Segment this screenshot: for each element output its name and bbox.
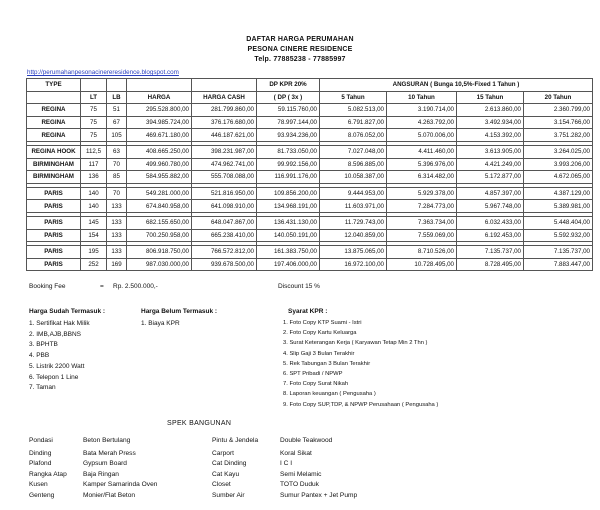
table-cell: 5.592.932,00 (524, 229, 593, 242)
table-cell: 136 (81, 171, 107, 184)
table-cell: 4.411.460,00 (387, 145, 457, 158)
list-item: 4. Slip Gaji 3 Bulan Terakhir (283, 350, 355, 357)
table-cell: 648.047.867,00 (192, 216, 257, 229)
table-cell: 4.153.392,00 (457, 129, 524, 142)
table-cell: 549.281.000,00 (127, 187, 192, 200)
table-cell: 394.985.724,00 (127, 116, 192, 129)
table-cell: REGINA (27, 104, 81, 117)
table-cell: 7.363.734,00 (387, 216, 457, 229)
spek-label: Plafond (29, 460, 52, 467)
table-cell: 75 (81, 129, 107, 142)
spek-label: Genteng (29, 492, 55, 499)
table-cell: REGINA (27, 116, 81, 129)
table-row (27, 116, 593, 129)
table-cell: 78.997.144,00 (257, 116, 320, 129)
table-cell: PARIS (27, 216, 81, 229)
spek-value: Sumur Pantex + Jet Pump (280, 492, 358, 499)
table-cell: 474.962.741,00 (192, 158, 257, 171)
table-cell: 140 (81, 200, 107, 213)
table-row (27, 229, 593, 242)
col-header-15-tahun: 15 Tahun (457, 91, 524, 104)
spek-value: Double Teakwood (280, 437, 333, 444)
table-cell: 7.883.447,00 (524, 258, 593, 271)
table-cell: 6.791.827,00 (320, 116, 387, 129)
table-cell: 295.528.800,00 (127, 104, 192, 117)
table-cell: 10.728.495,00 (387, 258, 457, 271)
table-cell: PARIS (27, 229, 81, 242)
spek-label: Dinding (29, 450, 52, 457)
table-row (27, 200, 593, 213)
table-cell: 63 (107, 145, 127, 158)
table-cell: 85 (107, 171, 127, 184)
table-cell: 133 (107, 229, 127, 242)
booking-fee-label: Booking Fee (29, 283, 66, 290)
table-cell: 5.172.877,00 (457, 171, 524, 184)
list-item: 7. Foto Copy Surat Nikah (283, 381, 349, 388)
list-item: 1. Foto Copy KTP Suami - Istri (283, 320, 362, 326)
col-header-harga (127, 79, 192, 92)
list-item: 3. Surat Keterangan Kerja ( Karyawan Tetap Min 2 Thn ) (283, 340, 428, 347)
table-cell: 93.934.236,00 (257, 129, 320, 142)
table-cell: 140 (81, 187, 107, 200)
spek-label: Cat Kayu (212, 471, 240, 478)
table-cell: 446.187.621,00 (192, 129, 257, 142)
list-item: 3. BPHTB (29, 341, 58, 349)
table-cell: 3.190.714,00 (387, 104, 457, 117)
table-cell: 11.603.971,00 (320, 200, 387, 213)
table-cell: 109.856.200,00 (257, 187, 320, 200)
table-cell: 6.032.433,00 (457, 216, 524, 229)
table-cell: REGINA (27, 129, 81, 142)
list-item: 2. Foto Copy Kartu Keluarga (283, 330, 357, 337)
list-item: 9. Foto Copy SUP,TDP, & NPWP Perusahaan ( Pengusaha ) (283, 401, 439, 408)
spek-label: Rangka Atap (29, 471, 67, 478)
list-item: 6. Telepon 1 Line (29, 373, 79, 381)
table-cell: 682.155.650,00 (127, 216, 192, 229)
col-header-lb (107, 79, 127, 92)
table-cell: 252 (81, 258, 107, 271)
table-cell: 5.448.404,00 (524, 216, 593, 229)
spek-value: Baja Ringan (83, 471, 119, 478)
col-header-type: TYPE (27, 79, 81, 92)
discount-label: Discount 15 % (278, 283, 320, 290)
spek-label: Carport (212, 450, 234, 457)
table-cell: 3.154.766,00 (524, 116, 593, 129)
table-cell: 5.396.976,00 (387, 158, 457, 171)
table-cell: 3.993.206,00 (524, 158, 593, 171)
col-header-harga-cash (192, 79, 257, 92)
table-cell: PARIS (27, 246, 81, 259)
table-cell: 112,5 (81, 145, 107, 158)
table-row (27, 187, 593, 200)
table-cell: 469.671.180,00 (127, 129, 192, 142)
table-row (27, 216, 593, 229)
kpr-title: Syarat KPR : (288, 308, 328, 315)
col-header-harga-label: HARGA (127, 91, 192, 104)
table-cell: 133 (107, 216, 127, 229)
list-item: 7. Taman (29, 384, 56, 392)
spek-value: Kamper Samarinda Oven (83, 481, 158, 488)
website-link[interactable]: http://perumahanpesonacinereresidence.blogspot.com (27, 69, 179, 76)
table-cell: 13.875.065,00 (320, 246, 387, 259)
table-cell: 408.665.250,00 (127, 145, 192, 158)
col-header-20-tahun: 20 Tahun (524, 91, 593, 104)
table-cell: 521.816.950,00 (192, 187, 257, 200)
table-cell: 133 (107, 246, 127, 259)
table-cell: 766.572.812,00 (192, 246, 257, 259)
table-cell: 145 (81, 216, 107, 229)
table-cell: 161.383.750,00 (257, 246, 320, 259)
table-cell: 5.389.981,00 (524, 200, 593, 213)
table-row (27, 158, 593, 171)
table-cell: 281.799.860,00 (192, 104, 257, 117)
table-cell: BIRMINGHAM (27, 171, 81, 184)
table-cell: 75 (81, 116, 107, 129)
spek-label: Kusen (29, 481, 48, 488)
table-cell: 376.176.680,00 (192, 116, 257, 129)
table-cell: 5.967.748,00 (457, 200, 524, 213)
table-cell: 81.733.050,00 (257, 145, 320, 158)
table-cell: 154 (81, 229, 107, 242)
table-cell: 3.492.934,00 (457, 116, 524, 129)
table-cell: 8.596.885,00 (320, 158, 387, 171)
table-cell: 10.058.387,00 (320, 171, 387, 184)
table-row (27, 129, 593, 142)
table-cell: 6.314.482,00 (387, 171, 457, 184)
list-item: 5. Rek Tabungan 3 Bulan Terakhir (283, 360, 371, 367)
price-table-body (27, 104, 593, 271)
spek-label: Sumber Air (212, 492, 245, 499)
table-cell: 6.192.453,00 (457, 229, 524, 242)
list-item: 5. Listrik 2200 Watt (29, 362, 85, 370)
spek-value: Beton Bertulang (83, 437, 131, 444)
table-cell: 499.960.780,00 (127, 158, 192, 171)
table-cell: 140.050.191,00 (257, 229, 320, 242)
booking-fee-equals: = (100, 283, 104, 290)
booking-fee-value: Rp. 2.500.000,- (113, 283, 158, 290)
table-cell: 555.708.088,00 (192, 171, 257, 184)
col-header-lt-label: LT (81, 91, 107, 104)
table-cell: 169 (107, 258, 127, 271)
table-cell: 4.263.792,00 (387, 116, 457, 129)
table-cell: 5.929.378,00 (387, 187, 457, 200)
table-cell: 4.857.397,00 (457, 187, 524, 200)
spek-value: Bata Merah Press (83, 450, 136, 457)
table-cell: 117 (81, 158, 107, 171)
table-cell: 67 (107, 116, 127, 129)
col-header-angsuran: ANGSURAN ( Bunga 10,5%-Fixed 1 Tahun ) (320, 79, 593, 92)
col-header-5-tahun: 5 Tahun (320, 91, 387, 104)
col-header-dp-sub: ( DP ( 3x ) (257, 91, 320, 104)
list-item: 1. Sertifikat Hak Milik (29, 320, 90, 327)
table-cell: 16.972.100,00 (320, 258, 387, 271)
list-item: 4. PBB (29, 352, 50, 360)
table-cell: 8.710.526,00 (387, 246, 457, 259)
spek-label: Cat Dinding (212, 460, 247, 467)
table-cell: 4.421.249,00 (457, 158, 524, 171)
table-cell: 3.264.025,00 (524, 145, 593, 158)
table-cell: 584.955.882,00 (127, 171, 192, 184)
list-item: 1. Biaya KPR (141, 320, 180, 327)
table-cell: 59.115.760,00 (257, 104, 320, 117)
table-cell: 105 (107, 129, 127, 142)
table-cell: 70 (107, 187, 127, 200)
table-cell: 51 (107, 104, 127, 117)
table-cell: 7.559.069,00 (387, 229, 457, 242)
document-title: DAFTAR HARGA PERUMAHAN (246, 36, 354, 43)
excluded-title: Harga Belum Termasuk : (141, 308, 218, 315)
table-cell: 8.076.052,00 (320, 129, 387, 142)
table-cell: 7.284.773,00 (387, 200, 457, 213)
col-header-lt (81, 79, 107, 92)
table-cell: 939.678.500,00 (192, 258, 257, 271)
table-cell: 398.231.987,00 (192, 145, 257, 158)
table-cell: 12.040.859,00 (320, 229, 387, 242)
spek-value: Monier/Flat Beton (83, 492, 136, 499)
table-cell: 641.098.910,00 (192, 200, 257, 213)
table-cell: 5.070.006,00 (387, 129, 457, 142)
table-cell: 11.729.743,00 (320, 216, 387, 229)
table-cell: 665.238.410,00 (192, 229, 257, 242)
table-cell: 5.082.513,00 (320, 104, 387, 117)
table-cell: 700.250.958,00 (127, 229, 192, 242)
spek-value: I C I (280, 460, 293, 467)
table-cell: 674.840.958,00 (127, 200, 192, 213)
table-cell: 134.968.191,00 (257, 200, 320, 213)
list-item: 8. Laporan keuangan ( Pengusaha ) (283, 391, 376, 398)
spek-value: Gypsum Board (83, 460, 127, 467)
table-cell: 7.027.048,00 (320, 145, 387, 158)
list-item: 6. SPT Pribadi / NPWP (283, 371, 343, 377)
table-cell: 99.992.156,00 (257, 158, 320, 171)
spek-value: Koral Sikat (280, 450, 312, 457)
table-cell: 4.672.065,00 (524, 171, 593, 184)
document-subtitle: PESONA CINERE RESIDENCE (247, 46, 353, 53)
table-cell: 195 (81, 246, 107, 259)
table-cell: PARIS (27, 187, 81, 200)
table-cell: 987.030.000,00 (127, 258, 192, 271)
col-header-dp: DP KPR 20% (257, 79, 320, 92)
table-cell: PARIS (27, 258, 81, 271)
table-cell: 7.135.737,00 (457, 246, 524, 259)
table-cell: 116.991.176,00 (257, 171, 320, 184)
table-cell: 4.387.129,00 (524, 187, 593, 200)
phone-numbers: Telp. 77885238 - 77885997 (254, 56, 346, 63)
list-item: 2. IMB,AJB,BBNS (29, 330, 82, 338)
table-cell: 3.751.282,00 (524, 129, 593, 142)
table-cell: 9.444.953,00 (320, 187, 387, 200)
table-cell: 75 (81, 104, 107, 117)
spek-title: SPEK BANGUNAN (167, 420, 232, 427)
table-row (27, 104, 593, 117)
table-cell: 70 (107, 158, 127, 171)
col-header-harga-cash-label: HARGA CASH (192, 91, 257, 104)
table-cell: 133 (107, 200, 127, 213)
col-header-10-tahun: 10 Tahun (387, 91, 457, 104)
table-cell: REGINA HOOK (27, 145, 81, 158)
table-cell: 197.406.000,00 (257, 258, 320, 271)
table-cell: 7.135.737,00 (524, 246, 593, 259)
table-cell: 2.613.860,00 (457, 104, 524, 117)
table-row (27, 246, 593, 259)
spek-label: Pondasi (29, 437, 53, 444)
table-cell: 806.918.750,00 (127, 246, 192, 259)
table-cell: BIRMINGHAM (27, 158, 81, 171)
spek-label: Pintu & Jendela (212, 437, 259, 444)
col-header-lb-label: LB (107, 91, 127, 104)
table-row (27, 258, 593, 271)
table-cell: 8.728.495,00 (457, 258, 524, 271)
spek-value: TOTO Duduk (280, 481, 319, 488)
table-row (27, 145, 593, 158)
spek-value: Semi Melamic (280, 471, 322, 478)
table-row (27, 171, 593, 184)
table-cell: 2.360.799,00 (524, 104, 593, 117)
table-cell: PARIS (27, 200, 81, 213)
included-title: Harga Sudah Termasuk : (29, 308, 106, 315)
spek-label: Closet (212, 481, 231, 488)
table-cell: 3.613.905,00 (457, 145, 524, 158)
price-table (26, 78, 593, 271)
table-cell: 136.431.130,00 (257, 216, 320, 229)
